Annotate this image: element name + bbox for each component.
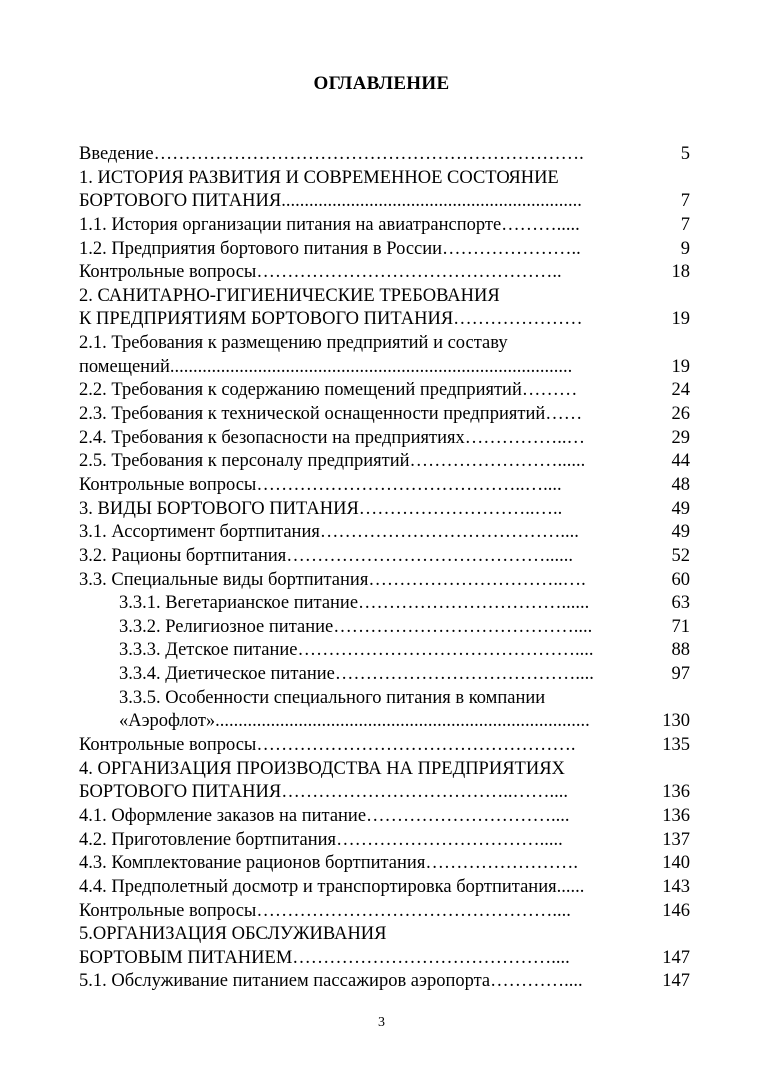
toc-entry <box>79 592 690 616</box>
toc-entry <box>79 970 690 994</box>
toc-entry-page: 60 <box>671 569 690 590</box>
toc-entry-text: помещений....................................................................................... <box>79 356 573 377</box>
toc-entry-text: 2.2. Требования к содержанию помещений предприятий……… <box>79 380 578 401</box>
toc-entry-text: 4. ОРГАНИЗАЦИЯ ПРОИЗВОДСТВА НА ПРЕДПРИЯТИЯХ <box>79 758 565 779</box>
toc-entry-text: 4.4. Предполетный досмотр и транспортировка бортпитания...... <box>79 876 585 897</box>
toc-entry <box>79 308 690 332</box>
toc-entry-text: 3.1. Ассортимент бортпитания………………………………….... <box>79 522 579 543</box>
toc-entry <box>79 947 690 971</box>
toc-entry-text: 5.1. Обслуживание питанием пассажиров аэропорта………….... <box>79 971 583 992</box>
toc-entry <box>79 450 690 474</box>
toc-entry-text: 2. САНИТАРНО-ГИГИЕНИЧЕСКИЕ ТРЕБОВАНИЯ <box>79 285 500 306</box>
toc-entry-text: 3.3.2. Религиозное питание………………………………….... <box>119 616 593 637</box>
toc-entry <box>79 687 690 711</box>
toc-entry-text: БОРТОВОГО ПИТАНИЯ................................................................. <box>79 191 582 212</box>
toc-entry <box>79 852 690 876</box>
toc-entry-page: 135 <box>662 735 690 756</box>
toc-entry <box>79 498 690 522</box>
toc-entry-page: 24 <box>671 380 690 401</box>
toc-entry-page: 143 <box>662 876 690 897</box>
toc-entry-text: 3. ВИДЫ БОРТОВОГО ПИТАНИЯ………………………..….. <box>79 498 563 519</box>
toc-entry-page: 136 <box>662 782 690 803</box>
toc-entry <box>79 332 690 356</box>
toc-entry-page: 26 <box>671 404 690 425</box>
toc-entry-text: 1. ИСТОРИЯ РАЗВИТИЯ И СОВРЕМЕННОЕ СОСТОЯНИЕ <box>79 167 559 188</box>
toc-entry <box>79 167 690 191</box>
toc-entry-page: 140 <box>662 853 690 874</box>
toc-entry-text: 4.3. Комплектование рационов бортпитания……………………. <box>79 853 578 874</box>
toc-entry-page: 49 <box>671 522 690 543</box>
toc-entry-page: 88 <box>671 640 690 661</box>
toc-entry-text: 1.2. Предприятия бортового питания в России………………….. <box>79 238 581 259</box>
toc-entry <box>79 379 690 403</box>
toc-entry-page: 49 <box>671 498 690 519</box>
toc-entry <box>79 403 690 427</box>
toc-entry <box>79 238 690 262</box>
toc-entry <box>79 545 690 569</box>
toc-entry <box>79 569 690 593</box>
toc-entry-text: 4.2. Приготовление бортпитания……………………………..... <box>79 829 563 850</box>
toc-entry-text: Введение……………………………………………………………. <box>79 144 584 164</box>
toc-entry <box>79 829 690 853</box>
toc-entry-page: 146 <box>662 900 690 921</box>
toc-entry-page: 71 <box>671 616 690 637</box>
toc-entry <box>79 427 690 451</box>
toc-entry <box>79 261 690 285</box>
toc-entry-page: 29 <box>671 427 690 448</box>
toc-entry-text: Контрольные вопросы……………………………………..….... <box>79 474 562 495</box>
toc-entry-page: 147 <box>662 947 690 968</box>
toc-entry-text: 3.3.4. Диетическое питание………………………………….... <box>119 664 594 685</box>
toc-entry-text: 3.3.5. Особенности специального питания в компании <box>119 687 546 708</box>
toc-entry-page: 136 <box>662 805 690 826</box>
toc-entry-page: 7 <box>680 214 690 235</box>
toc-entry-page: 97 <box>671 664 690 685</box>
toc-entry <box>79 758 690 782</box>
toc-entry-text: 4.1. Оформление заказов на питание………………………….... <box>79 805 570 826</box>
toc-entry-text: 2.3. Требования к технической оснащенности предприятий…… <box>79 404 583 425</box>
toc-entry-text: 2.5. Требования к персоналу предприятий……………………...... <box>79 451 586 472</box>
toc-entry <box>79 356 690 380</box>
toc-entry-page: 48 <box>671 474 690 495</box>
toc-entry-page: 147 <box>662 971 690 992</box>
toc-entry <box>79 639 690 663</box>
toc-entry-text: 2.1. Требования к размещению предприятий и составу <box>79 333 508 354</box>
toc-entry-text: 3.2. Рационы бортпитания……………………………………...... <box>79 545 574 566</box>
page-title: ОГЛАВЛЕНИЕ <box>313 73 450 94</box>
toc-entry-text: 2.4. Требования к безопасности на предприятиях……………..… <box>79 427 585 448</box>
toc-entry <box>79 900 690 924</box>
toc-entry-text: 3.3.3. Детское питание……………………………………….... <box>119 640 594 661</box>
toc-entry-text: 3.3. Специальные виды бортпитания…………………………..…. <box>79 569 586 590</box>
toc-entry-text: БОРТОВОГО ПИТАНИЯ………………………………..…….... <box>79 782 568 803</box>
toc-entry <box>79 521 690 545</box>
toc-entry-page: 18 <box>671 262 690 283</box>
toc-entry <box>79 781 690 805</box>
toc-entry-text: Контрольные вопросы………………………………………….. <box>79 262 562 283</box>
toc-entry-page: 7 <box>680 191 690 212</box>
toc-entry <box>79 143 690 167</box>
toc-entry <box>79 285 690 309</box>
toc-entry <box>79 876 690 900</box>
toc-entry-page: 63 <box>671 593 690 614</box>
toc-entry-text: Контрольные вопросы………………………………………….... <box>79 900 571 921</box>
toc-entry-text: 1.1. История организации питания на авиатранспорте………..... <box>79 214 580 235</box>
toc-entry <box>79 474 690 498</box>
toc-entry-text: «Аэрофлот»................................................................................. <box>119 711 590 732</box>
toc-entry-page: 44 <box>671 451 690 472</box>
toc-entry-page: 9 <box>680 238 690 259</box>
toc-entry-page: 137 <box>662 829 690 850</box>
toc-entry <box>79 710 690 734</box>
table-of-contents <box>79 143 690 994</box>
toc-entry-text: 5.ОРГАНИЗАЦИЯ ОБСЛУЖИВАНИЯ <box>79 924 387 945</box>
toc-entry <box>79 663 690 687</box>
toc-entry <box>79 734 690 758</box>
toc-entry-page: 5 <box>680 144 690 164</box>
toc-entry-page: 19 <box>671 309 690 330</box>
toc-entry <box>79 214 690 238</box>
toc-entry-page: 130 <box>662 711 690 732</box>
toc-entry-text: БОРТОВЫМ ПИТАНИЕМ…………………………………….... <box>79 947 570 968</box>
page-number: 3 <box>378 1015 385 1030</box>
toc-entry-text: 3.3.1. Вегетарианское питание……………………………...... <box>119 593 590 614</box>
toc-entry-page: 52 <box>671 545 690 566</box>
toc-entry <box>79 190 690 214</box>
toc-entry-text: Контрольные вопросы……………………………………………. <box>79 735 576 756</box>
toc-entry <box>79 923 690 947</box>
toc-entry <box>79 616 690 640</box>
toc-entry <box>79 805 690 829</box>
toc-entry-page: 19 <box>671 356 690 377</box>
toc-entry-text: К ПРЕДПРИЯТИЯМ БОРТОВОГО ПИТАНИЯ………………… <box>79 309 583 330</box>
